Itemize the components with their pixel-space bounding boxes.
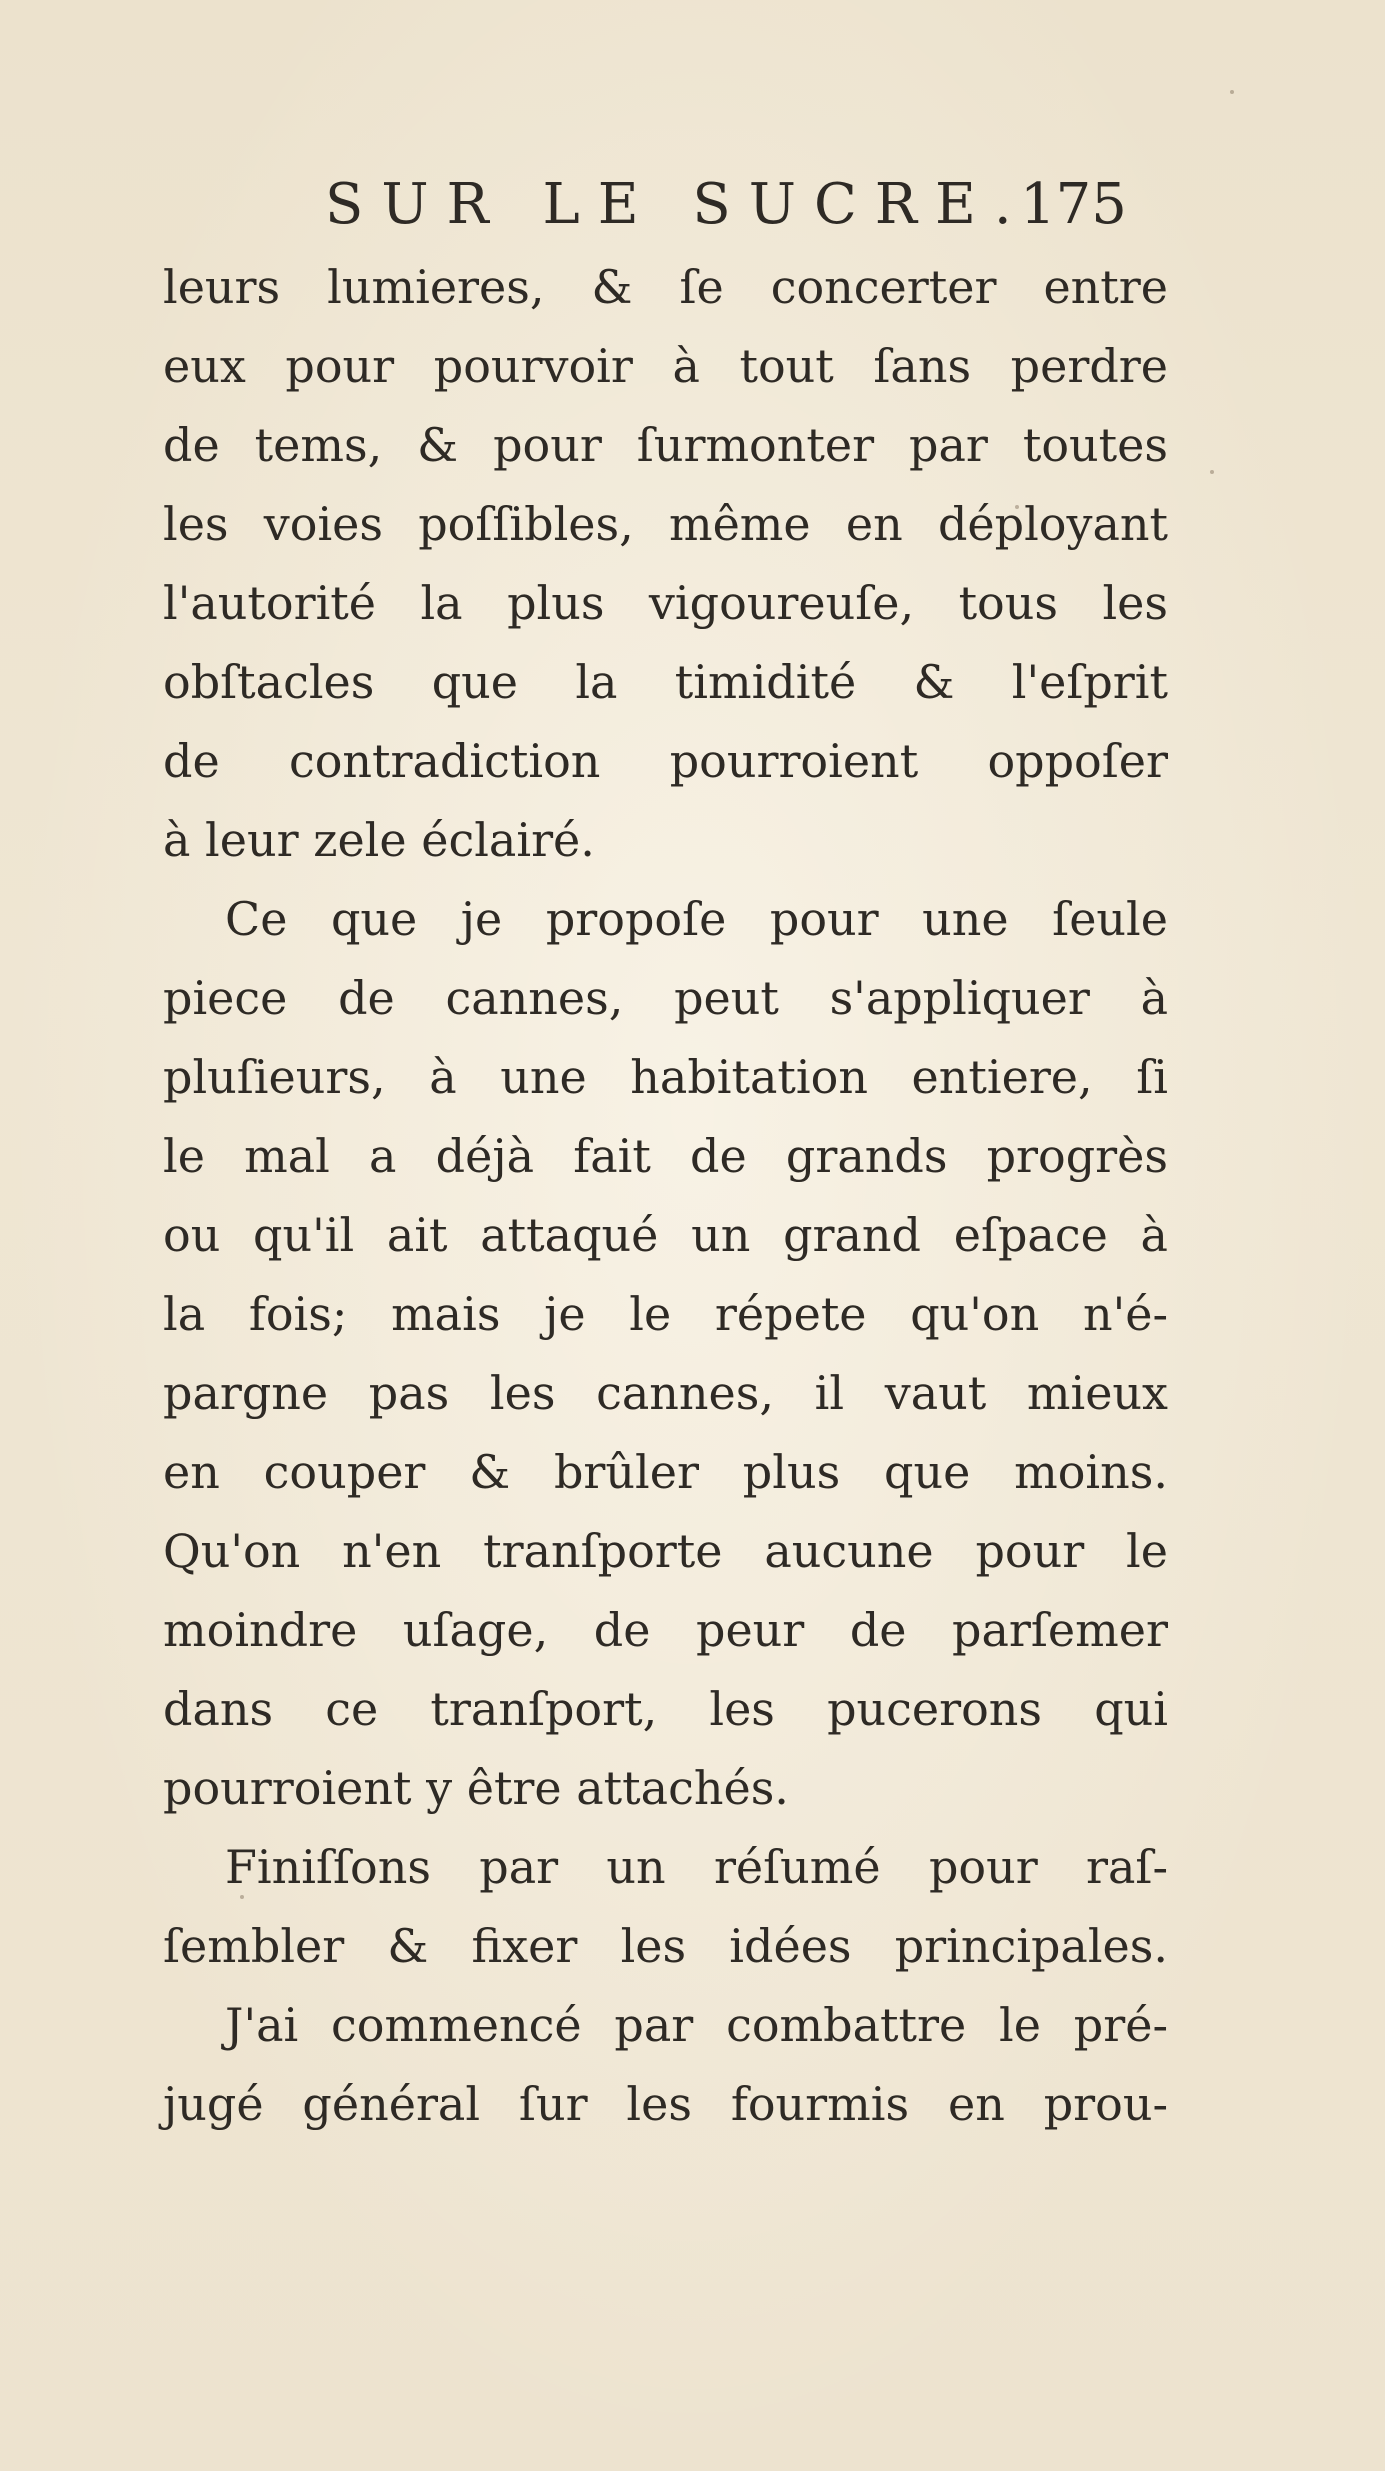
text-line: moindre uſage, de peur de parſemer: [163, 1603, 1168, 1657]
text-line: eux pour pourvoir à tout ſans perdre: [163, 339, 1168, 393]
paper-speck: [1230, 90, 1234, 94]
text-line: dans ce tranſport, les pucerons qui: [163, 1682, 1168, 1736]
paper-speck: [1210, 470, 1214, 474]
text-line: en couper & brûler plus que moins.: [163, 1445, 1168, 1499]
body-text: [163, 248, 1168, 2144]
text-line: de contradiction pourroient oppoſer: [163, 734, 1168, 788]
text-line: jugé général ſur les fourmis en prou-: [163, 2077, 1168, 2131]
running-head: SUR LE SUCRE.: [325, 172, 1030, 237]
text-line: la fois; mais je le répete qu'on n'é-: [163, 1287, 1168, 1341]
text-line: Finiſſons par un réſumé pour raſ-: [225, 1840, 1168, 1894]
text-line: pluſieurs, à une habitation entiere, ſi: [163, 1050, 1168, 1104]
text-line: Qu'on n'en tranſporte aucune pour le: [163, 1524, 1168, 1578]
page-header: [165, 170, 1165, 240]
text-line: pourroient y être attachés.: [163, 1761, 789, 1815]
text-line: l'autorité la plus vigoureuſe, tous les: [163, 576, 1168, 630]
page-number: 175: [1020, 172, 1127, 237]
text-line: à leur zele éclairé.: [163, 813, 595, 867]
text-line: leurs lumieres, & ſe concerter entre: [163, 260, 1168, 314]
text-line: de tems, & pour ſurmonter par toutes: [163, 418, 1168, 472]
text-line: les voies poſſibles, même en déployant: [163, 497, 1168, 551]
text-line: J'ai commencé par combattre le pré-: [225, 1998, 1168, 2052]
text-line: pargne pas les cannes, il vaut mieux: [163, 1366, 1168, 1420]
text-line: piece de cannes, peut s'appliquer à: [163, 971, 1168, 1025]
text-line: le mal a déjà fait de grands progrès: [163, 1129, 1168, 1183]
text-line: Ce que je propoſe pour une ſeule: [225, 892, 1168, 946]
text-line: ſembler & fixer les idées principales.: [163, 1919, 1168, 1973]
text-line: ou qu'il ait attaqué un grand eſpace à: [163, 1208, 1168, 1262]
text-line: obſtacles que la timidité & l'eſprit: [163, 655, 1168, 709]
